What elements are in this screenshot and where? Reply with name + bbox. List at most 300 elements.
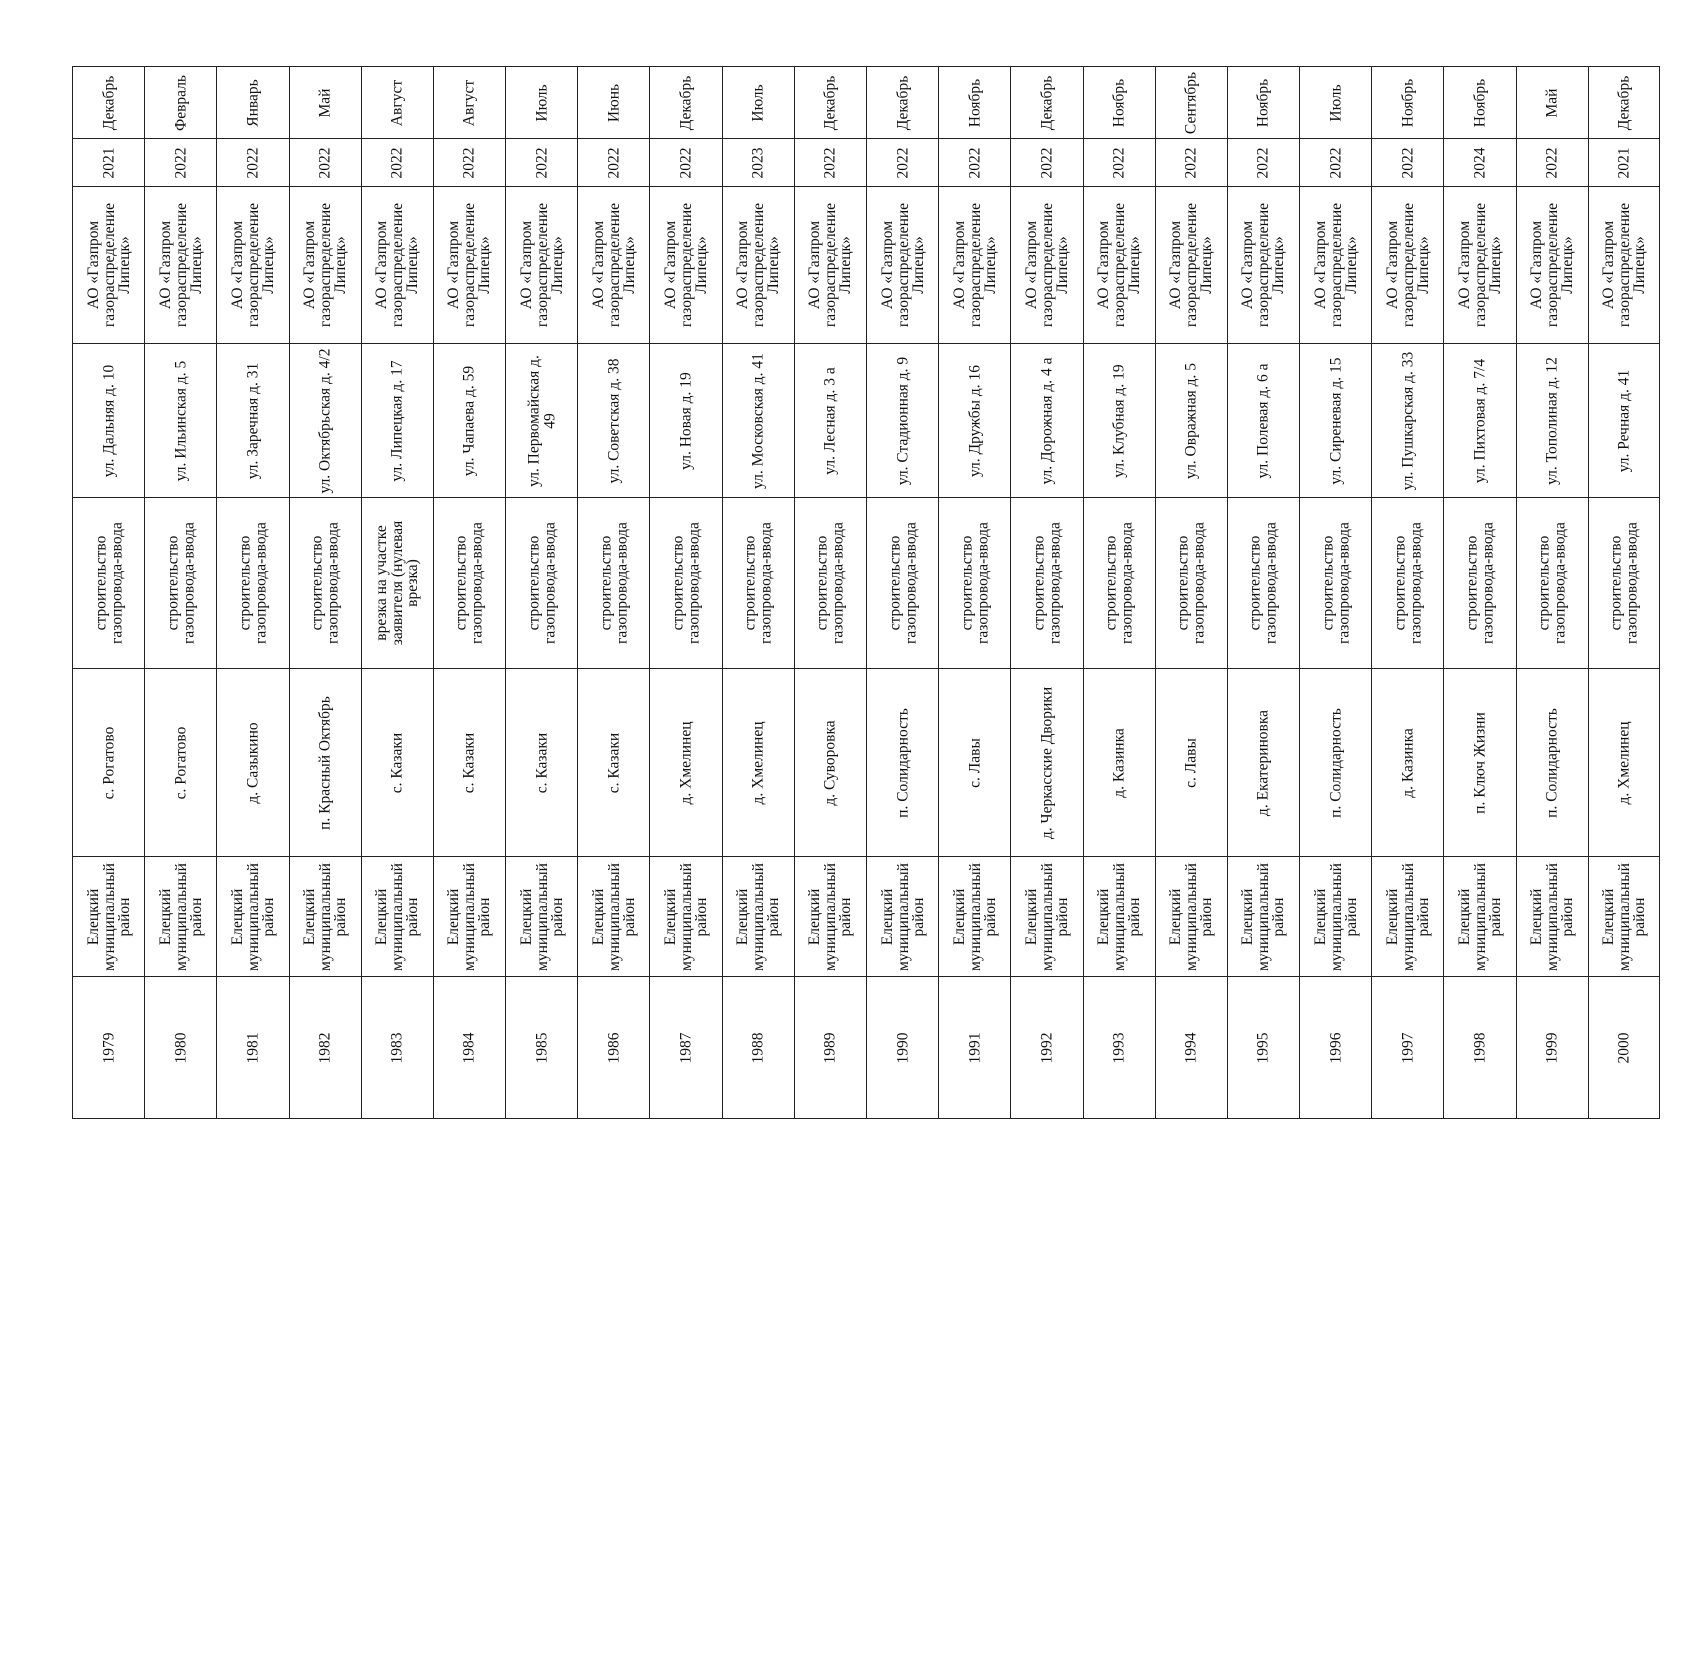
month-text: Ноябрь: [1471, 78, 1489, 127]
cell-address: [217, 343, 288, 497]
cell-year: [723, 138, 794, 186]
cell-settlement: [1228, 668, 1299, 856]
num-text: 1990: [893, 1032, 911, 1063]
cell-num: [217, 976, 288, 1119]
cell-year: [578, 138, 649, 186]
cell-work: [217, 497, 288, 668]
address-text: ул. Липецкая д. 17: [388, 359, 406, 482]
cell-work: [1300, 497, 1371, 668]
cell-district: [1517, 856, 1588, 976]
cell-settlement: [650, 668, 721, 856]
cell-month: [1517, 66, 1588, 138]
cell-settlement: [1589, 668, 1659, 856]
cell-month: [434, 66, 505, 138]
table-row: [505, 66, 577, 1119]
month-text: Август: [388, 79, 406, 126]
cell-address: [290, 343, 361, 497]
cell-month: [1444, 66, 1515, 138]
org-text: АО «Газпром газораспределение Липецк»: [1311, 202, 1360, 328]
year-text: 2022: [244, 147, 262, 178]
cell-district: [1589, 856, 1659, 976]
cell-year: [290, 138, 361, 186]
work-text: строительство газопровода-ввода: [452, 522, 486, 644]
cell-month: [650, 66, 721, 138]
table-row: [1443, 66, 1515, 1119]
month-text: Ноябрь: [1110, 78, 1128, 127]
cell-month: [723, 66, 794, 138]
cell-address: [723, 343, 794, 497]
month-text: Сентябрь: [1182, 71, 1200, 134]
cell-year: [1517, 138, 1588, 186]
cell-month: [145, 66, 216, 138]
district-text: Елецкий муниципальный район: [1094, 862, 1143, 971]
cell-org: [1156, 186, 1227, 343]
cell-num: [362, 976, 433, 1119]
cell-address: [578, 343, 649, 497]
district-text: Елецкий муниципальный район: [228, 862, 277, 971]
cell-district: [867, 856, 938, 976]
settlement-text: д. Екатериновка: [1254, 709, 1272, 816]
cell-settlement: [1011, 668, 1082, 856]
district-text: Елецкий муниципальный район: [445, 862, 494, 971]
cell-year: [506, 138, 577, 186]
table-container: [72, 66, 1648, 1654]
cell-num: [795, 976, 866, 1119]
cell-org: [1084, 186, 1155, 343]
cell-num: [145, 976, 216, 1119]
year-text: 2022: [1326, 147, 1344, 178]
cell-org: [1444, 186, 1515, 343]
cell-month: [578, 66, 649, 138]
address-text: ул. Чапаева д. 59: [460, 365, 478, 476]
num-text: 1997: [1399, 1032, 1417, 1063]
work-text: врезка на участке заявителя (нулевая врезка): [373, 520, 422, 646]
cell-org: [723, 186, 794, 343]
org-text: АО «Газпром газораспределение Липецк»: [950, 202, 999, 328]
cell-work: [1228, 497, 1299, 668]
year-text: 2022: [1110, 147, 1128, 178]
district-text: Елецкий муниципальный район: [1383, 862, 1432, 971]
settlement-text: с. Казаки: [388, 732, 406, 793]
cell-num: [1156, 976, 1227, 1119]
org-text: АО «Газпром газораспределение Липецк»: [156, 202, 205, 328]
org-text: АО «Газпром газораспределение Липецк»: [445, 202, 494, 328]
num-text: 1984: [460, 1032, 478, 1063]
table-row: [1588, 66, 1660, 1119]
district-text: Елецкий муниципальный район: [300, 862, 349, 971]
cell-year: [145, 138, 216, 186]
num-text: 2000: [1615, 1032, 1633, 1063]
cell-work: [795, 497, 866, 668]
cell-org: [1011, 186, 1082, 343]
table-row: [144, 66, 216, 1119]
num-text: 1980: [172, 1032, 189, 1063]
org-text: АО «Газпром газораспределение Липецк»: [878, 202, 927, 328]
cell-org: [1589, 186, 1659, 343]
cell-settlement: [1156, 668, 1227, 856]
cell-num: [1589, 976, 1659, 1119]
cell-year: [1300, 138, 1371, 186]
address-text: ул. Советская д. 38: [605, 358, 623, 483]
work-text: строительство газопровода-ввода: [1319, 522, 1352, 644]
cell-address: [145, 343, 216, 497]
cell-work: [939, 497, 1010, 668]
year-text: 2022: [1543, 147, 1561, 178]
org-text: АО «Газпром газораспределение Липецк»: [228, 202, 277, 328]
settlement-text: д. Хмелинец: [749, 720, 767, 805]
district-text: Елецкий муниципальный район: [1167, 862, 1216, 971]
org-text: АО «Газпром газораспределение Липецк»: [1239, 202, 1288, 328]
cell-month: [1011, 66, 1082, 138]
address-text: ул. Стадионная д. 9: [893, 356, 911, 485]
org-text: АО «Газпром газораспределение Липецк»: [661, 202, 710, 328]
month-text: Ноябрь: [966, 78, 983, 127]
cell-year: [1444, 138, 1515, 186]
cell-work: [506, 497, 577, 668]
address-text: ул. Московская д. 41: [749, 352, 767, 489]
cell-settlement: [506, 668, 577, 856]
cell-year: [73, 138, 144, 186]
district-text: Елецкий муниципальный район: [1455, 862, 1504, 971]
cell-num: [506, 976, 577, 1119]
num-text: 1986: [605, 1032, 623, 1063]
settlement-text: д. Хмелинец: [1615, 720, 1633, 805]
num-text: 1985: [532, 1032, 550, 1063]
org-text: АО «Газпром газораспределение Липецк»: [1455, 202, 1504, 328]
cell-year: [867, 138, 938, 186]
month-text: Декабрь: [1615, 75, 1633, 130]
settlement-text: с. Казаки: [532, 732, 550, 793]
cell-month: [867, 66, 938, 138]
table-row: [938, 66, 1010, 1119]
work-text: строительство газопровода-ввода: [597, 522, 630, 644]
cell-address: [1444, 343, 1515, 497]
cell-settlement: [290, 668, 361, 856]
cell-year: [217, 138, 288, 186]
cell-address: [1300, 343, 1371, 497]
settlement-text: д. Черкасские Дворики: [1038, 686, 1056, 839]
district-text: Елецкий муниципальный район: [373, 862, 422, 971]
cell-settlement: [1084, 668, 1155, 856]
cell-work: [1156, 497, 1227, 668]
cell-num: [867, 976, 938, 1119]
work-text: строительство газопровода-ввода: [1174, 522, 1208, 644]
cell-district: [1156, 856, 1227, 976]
month-text: Июнь: [605, 83, 623, 122]
table-row: [1516, 66, 1588, 1119]
work-text: строительство газопровода-ввода: [886, 522, 919, 644]
cell-work: [1517, 497, 1588, 668]
month-text: Ноябрь: [1254, 78, 1272, 127]
district-text: Елецкий муниципальный район: [1599, 862, 1648, 971]
cell-num: [1372, 976, 1443, 1119]
settlement-text: д. Хмелинец: [677, 720, 695, 805]
address-text: ул. Лесная д. 3 а: [821, 366, 839, 475]
org-text: АО «Газпром газораспределение Липецк»: [300, 202, 349, 328]
cell-address: [1517, 343, 1588, 497]
table-row: [722, 66, 794, 1119]
cell-org: [145, 186, 216, 343]
year-text: 2022: [388, 147, 406, 178]
year-text: 2022: [893, 147, 911, 178]
cell-address: [1228, 343, 1299, 497]
address-text: ул. Пушкарская д. 33: [1399, 351, 1417, 490]
month-text: Ноябрь: [1399, 78, 1417, 127]
table-row: [289, 66, 361, 1119]
district-text: Елецкий муниципальный район: [1239, 862, 1288, 971]
cell-address: [1011, 343, 1082, 497]
cell-district: [1372, 856, 1443, 976]
org-text: АО «Газпром газораспределение Липецк»: [733, 202, 782, 328]
cell-work: [434, 497, 505, 668]
cell-month: [73, 66, 144, 138]
address-text: ул. Первомайская д. 49: [525, 354, 558, 487]
org-text: АО «Газпром газораспределение Липецк»: [84, 202, 133, 328]
year-text: 2021: [1615, 147, 1633, 178]
cell-month: [1300, 66, 1371, 138]
cell-work: [362, 497, 433, 668]
cell-year: [434, 138, 505, 186]
cell-org: [290, 186, 361, 343]
settlement-text: д. Сазыкино: [244, 721, 262, 804]
district-text: Елецкий муниципальный район: [1527, 862, 1576, 971]
num-text: 1982: [316, 1032, 334, 1063]
settlement-text: с. Казаки: [460, 732, 478, 793]
address-text: ул. Овражная д. 5: [1182, 362, 1200, 479]
district-text: Елецкий муниципальный район: [661, 862, 710, 971]
org-text: АО «Газпром газораспределение Липецк»: [1599, 202, 1648, 328]
num-text: 1991: [966, 1032, 983, 1063]
cell-num: [1084, 976, 1155, 1119]
table-row: [794, 66, 866, 1119]
cell-address: [434, 343, 505, 497]
month-text: Июль: [749, 83, 767, 122]
cell-district: [506, 856, 577, 976]
cell-year: [1156, 138, 1227, 186]
district-text: Елецкий муниципальный район: [1311, 862, 1360, 971]
district-text: Елецкий муниципальный район: [733, 862, 782, 971]
cell-address: [362, 343, 433, 497]
org-text: АО «Газпром газораспределение Липецк»: [1167, 202, 1216, 328]
table-row: [1227, 66, 1299, 1119]
cell-year: [362, 138, 433, 186]
cell-work: [145, 497, 216, 668]
cell-settlement: [795, 668, 866, 856]
month-text: Декабрь: [99, 75, 117, 130]
work-text: строительство газопровода-ввода: [1463, 522, 1497, 644]
table-row: [1155, 66, 1227, 1119]
cell-month: [1156, 66, 1227, 138]
address-text: ул. Октябрьская д. 4/2: [316, 348, 334, 493]
year-text: 2022: [605, 147, 623, 178]
cell-year: [1589, 138, 1659, 186]
settlement-text: д. Казинка: [1399, 727, 1417, 798]
cell-num: [1228, 976, 1299, 1119]
cell-settlement: [939, 668, 1010, 856]
cell-settlement: [73, 668, 144, 856]
address-text: ул. Заречная д. 31: [244, 362, 262, 479]
month-text: Май: [1543, 88, 1561, 117]
address-text: ул. Дружбы д. 16: [966, 364, 983, 477]
cell-month: [939, 66, 1010, 138]
table-row: [1299, 66, 1371, 1119]
district-text: Елецкий муниципальный район: [156, 862, 205, 971]
settlement-text: д. Суворовка: [821, 719, 839, 806]
cell-settlement: [1444, 668, 1515, 856]
address-text: ул. Клубная д. 19: [1110, 363, 1128, 478]
cell-year: [939, 138, 1010, 186]
org-text: АО «Газпром газораспределение Липецк»: [1527, 202, 1576, 328]
month-text: Февраль: [172, 74, 189, 131]
cell-num: [290, 976, 361, 1119]
cell-work: [723, 497, 794, 668]
month-text: Май: [316, 88, 334, 117]
cell-org: [939, 186, 1010, 343]
cell-year: [1011, 138, 1082, 186]
cell-year: [1084, 138, 1155, 186]
district-text: Елецкий муниципальный район: [806, 862, 855, 971]
district-text: Елецкий муниципальный район: [84, 862, 133, 971]
work-text: строительство газопровода-ввода: [236, 522, 269, 644]
cell-month: [290, 66, 361, 138]
org-text: АО «Газпром газораспределение Липецк»: [1094, 202, 1143, 328]
cell-num: [1011, 976, 1082, 1119]
cell-year: [795, 138, 866, 186]
cell-org: [867, 186, 938, 343]
num-text: 1992: [1038, 1032, 1056, 1063]
settlement-text: п. Солидарность: [1543, 707, 1561, 818]
table-row: [433, 66, 505, 1119]
cell-district: [1084, 856, 1155, 976]
table-row: [1010, 66, 1082, 1119]
cell-org: [795, 186, 866, 343]
cell-district: [217, 856, 288, 976]
cell-district: [1444, 856, 1515, 976]
cell-settlement: [1300, 668, 1371, 856]
work-text: строительство газопровода-ввода: [813, 522, 847, 644]
cell-district: [1300, 856, 1371, 976]
num-text: 1988: [749, 1032, 767, 1063]
cell-district: [1011, 856, 1082, 976]
cell-settlement: [1517, 668, 1588, 856]
cell-num: [434, 976, 505, 1119]
work-text: строительство газопровода-ввода: [308, 522, 342, 644]
cell-district: [578, 856, 649, 976]
cell-address: [73, 343, 144, 497]
month-text: Декабрь: [893, 75, 911, 130]
cell-address: [867, 343, 938, 497]
cell-org: [217, 186, 288, 343]
cell-month: [1228, 66, 1299, 138]
work-text: строительство газопровода-ввода: [958, 522, 991, 644]
cell-org: [578, 186, 649, 343]
work-text: строительство газопровода-ввода: [1246, 522, 1280, 644]
cell-district: [723, 856, 794, 976]
cell-month: [506, 66, 577, 138]
cell-org: [650, 186, 721, 343]
org-text: АО «Газпром газораспределение Липецк»: [373, 202, 422, 328]
org-text: АО «Газпром газораспределение Липецк»: [1383, 202, 1432, 328]
work-text: строительство газопровода-ввода: [1607, 522, 1640, 644]
cell-work: [73, 497, 144, 668]
month-text: Август: [460, 79, 478, 126]
month-text: Январь: [244, 78, 262, 127]
settlement-text: п. Красный Октябрь: [316, 695, 334, 830]
table-row: [216, 66, 288, 1119]
cell-work: [867, 497, 938, 668]
table-row: [1371, 66, 1443, 1119]
table-row: [577, 66, 649, 1119]
cell-district: [795, 856, 866, 976]
table-row: [361, 66, 433, 1119]
cell-work: [1084, 497, 1155, 668]
work-text: строительство газопровода-ввода: [669, 522, 703, 644]
cell-district: [290, 856, 361, 976]
cell-org: [1372, 186, 1443, 343]
cell-month: [217, 66, 288, 138]
cell-settlement: [578, 668, 649, 856]
cell-settlement: [145, 668, 216, 856]
cell-month: [1084, 66, 1155, 138]
cell-year: [1228, 138, 1299, 186]
cell-address: [506, 343, 577, 497]
district-text: Елецкий муниципальный район: [1022, 862, 1071, 971]
cell-work: [290, 497, 361, 668]
table-row: [866, 66, 938, 1119]
cell-org: [1517, 186, 1588, 343]
cell-num: [1444, 976, 1515, 1119]
cell-month: [795, 66, 866, 138]
address-text: ул. Тополиная д. 12: [1543, 356, 1561, 485]
cell-district: [1228, 856, 1299, 976]
cell-district: [650, 856, 721, 976]
month-text: Декабрь: [1038, 75, 1056, 130]
work-text: строительство газопровода-ввода: [1030, 522, 1063, 644]
cell-district: [939, 856, 1010, 976]
work-text: строительство газопровода-ввода: [92, 522, 125, 644]
cell-num: [723, 976, 794, 1119]
settlement-text: п. Солидарность: [1326, 707, 1344, 818]
cell-month: [1589, 66, 1659, 138]
settlement-text: п. Ключ Жизни: [1471, 711, 1489, 814]
month-text: Июль: [532, 83, 550, 122]
cell-settlement: [362, 668, 433, 856]
cell-num: [650, 976, 721, 1119]
month-text: Декабрь: [821, 75, 839, 130]
num-text: 1998: [1471, 1032, 1489, 1063]
year-text: 2022: [460, 147, 478, 178]
year-text: 2022: [1038, 147, 1056, 178]
cell-org: [362, 186, 433, 343]
cell-address: [1372, 343, 1443, 497]
year-text: 2022: [1182, 147, 1200, 178]
address-text: ул. Полевая д. 6 а: [1254, 362, 1272, 479]
month-text: Декабрь: [677, 75, 695, 130]
table-row: [72, 66, 144, 1119]
year-text: 2022: [821, 147, 839, 178]
cell-num: [1300, 976, 1371, 1119]
address-text: ул. Речная д. 41: [1615, 369, 1633, 472]
year-text: 2022: [966, 147, 983, 178]
num-text: 1995: [1254, 1032, 1272, 1063]
address-text: ул. Сиреневая д. 15: [1326, 356, 1344, 485]
settlement-text: с. Казаки: [605, 732, 623, 793]
table-row: [1083, 66, 1155, 1119]
num-text: 1989: [821, 1032, 839, 1063]
cell-address: [939, 343, 1010, 497]
org-text: АО «Газпром газораспределение Липецк»: [517, 202, 566, 328]
year-text: 2023: [749, 147, 767, 178]
